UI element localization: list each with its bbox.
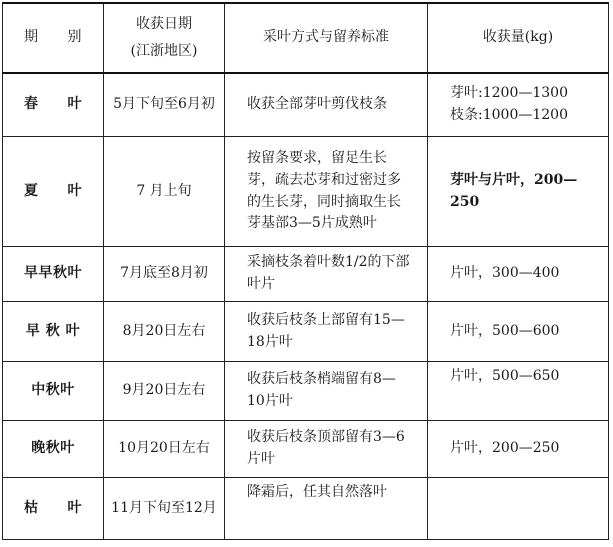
header-date-line1: 收获日期 [136,16,192,33]
cell-date: 11月下旬至12月 [104,478,225,540]
cell-method: 收获全部芽叶剪伐枝条 [225,73,428,137]
cell-method: 收获后枝条上部留有15—18片叶 [225,302,428,362]
cell-yield: 芽叶与片叶，200—250 [428,137,609,247]
table-row-summer [3,137,609,247]
cell-yield: 片叶，300—400 [428,247,609,302]
harvest-table [2,2,609,540]
cell-yield: 片叶，500—600 [428,302,609,362]
header-date-line2: (江浙地区) [130,43,198,59]
header-yield: 收获量(kg) [428,3,609,73]
cell-yield-line2: 枝条:1000—1200 [450,107,568,123]
header-row [3,3,609,73]
cell-period: 枯 叶 [3,478,104,540]
cell-date: 9月20日左右 [104,362,225,421]
table-row-mid-autumn [3,362,609,421]
table-row-early-autumn [3,302,609,362]
header-method: 采叶方式与留养标准 [225,3,428,73]
table-row-withered [3,478,609,540]
cell-method: 收获后枝条梢端留有8—10片叶 [225,362,428,421]
cell-yield [428,478,609,540]
cell-date: 7月底至8月初 [104,247,225,302]
table-row-early-early-autumn [3,247,609,302]
header-period: 期 别 [3,3,104,73]
cell-period: 晚秋叶 [3,421,104,478]
cell-period: 中秋叶 [3,362,104,421]
cell-method: 收获后枝条顶部留有3—6片叶 [225,421,428,478]
cell-period: 春 叶 [3,73,104,137]
cell-date: 8月20日左右 [104,302,225,362]
cell-date: 10月20日左右 [104,421,225,478]
table-row-spring [3,73,609,137]
cell-date: 7 月上旬 [104,137,225,247]
cell-period: 早早秋叶 [3,247,104,302]
cell-yield-line1: 芽叶:1200—1300 [450,85,568,102]
cell-method: 降霜后，任其自然落叶 [225,478,428,540]
cell-method: 按留条要求，留足生长芽，疏去芯芽和过密过多的生长芽，同时摘取生长芽基部3—5片成熟叶 [225,137,428,247]
cell-method: 采摘枝条着叶数1/2的下部叶片 [225,247,428,302]
cell-yield: 片叶，500—650 [428,362,609,421]
cell-date: 5月下旬至6月初 [104,73,225,137]
cell-yield [428,73,609,137]
cell-yield: 片叶，200—250 [428,421,609,478]
header-date [104,3,225,73]
table-row-late-autumn [3,421,609,478]
cell-period: 夏 叶 [3,137,104,247]
cell-period: 早 秋 叶 [3,302,104,362]
